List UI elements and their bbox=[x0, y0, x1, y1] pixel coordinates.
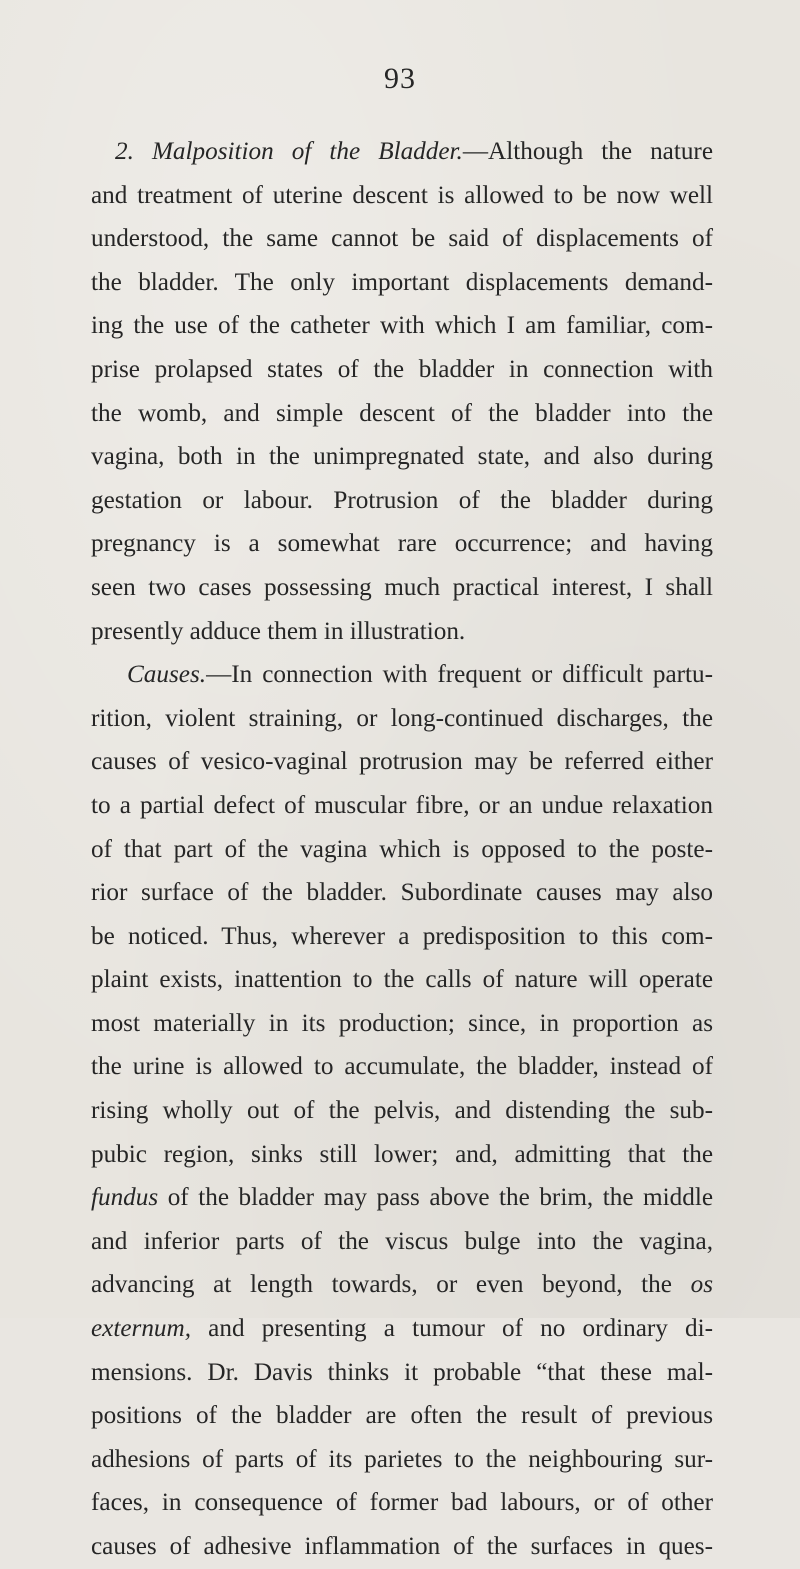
text-line: fundus of the bladder may pass above the brim, the middle bbox=[91, 1184, 713, 1212]
text-line: gestation or labour. Protrusion of the bladder during bbox=[91, 486, 713, 514]
italic-term: fundus bbox=[91, 1184, 159, 1212]
text-line: faces, in consequence of former bad labours, or of other bbox=[91, 1489, 713, 1517]
text-line: 2. Malposition of the Bladder.—Although the nature bbox=[115, 138, 714, 165]
text-line: and inferior parts of the viscus bulge into the vagina, bbox=[91, 1227, 713, 1255]
text-line: plaint exists, inattention to the calls of nature will operate bbox=[91, 966, 713, 994]
text-line: seen two cases possessing much practical interest, I shall bbox=[91, 573, 713, 601]
italic-term: os bbox=[690, 1271, 713, 1299]
text-line: the urine is allowed to accumulate, the bladder, instead of bbox=[91, 1053, 713, 1081]
text-line: to a partial defect of muscular fibre, or an undue relaxation bbox=[91, 791, 713, 819]
text-line: be noticed. Thus, wherever a predisposition to this com- bbox=[91, 922, 713, 950]
causes-heading: Causes. bbox=[127, 661, 207, 689]
text-line: presently adduce them in illustration. bbox=[91, 617, 466, 645]
text-line: rition, violent straining, or long-continued discharges, the bbox=[91, 704, 713, 732]
page-number: 93 bbox=[384, 62, 416, 95]
text-line: causes of adhesive inflammation of the surfaces in ques- bbox=[91, 1533, 713, 1560]
text-line: rising wholly out of the pelvis, and distending the sub- bbox=[91, 1097, 713, 1125]
text-line: ing the use of the catheter with which I am familiar, com- bbox=[91, 312, 713, 340]
text-line: adhesions of parts of its parietes to the neighbouring sur- bbox=[91, 1445, 713, 1473]
italic-term: externum, bbox=[91, 1315, 192, 1343]
text-line: rior surface of the bladder. Subordinate causes may also bbox=[91, 879, 713, 907]
text-line: the bladder. The only important displacements demand- bbox=[91, 268, 713, 296]
text-line: the womb, and simple descent of the bladder into the bbox=[91, 399, 713, 427]
section-heading: 2. Malposition of the Bladder. bbox=[115, 138, 463, 165]
text-line: causes of vesico-vaginal protrusion may be referred either bbox=[91, 748, 713, 776]
text-line: pubic region, sinks still lower; and, admitting that the bbox=[91, 1140, 713, 1168]
text-line: externum, and presenting a tumour of no ordinary di- bbox=[91, 1315, 713, 1343]
text-line: most materially in its production; since, in proportion as bbox=[91, 1009, 713, 1037]
text-line: advancing at length towards, or even beyond, the os bbox=[91, 1271, 713, 1299]
text-line: positions of the bladder are often the result of previous bbox=[91, 1402, 713, 1430]
text-line: Causes.—In connection with frequent or difficult partu- bbox=[127, 661, 713, 689]
text-line: of that part of the vagina which is opposed to the poste- bbox=[91, 835, 713, 863]
text-line: mensions. Dr. Davis thinks it probable “that these mal- bbox=[91, 1358, 713, 1386]
text-line: understood, the same cannot be said of displacements of bbox=[91, 225, 713, 253]
text-line: vagina, both in the unimpregnated state, and also during bbox=[91, 443, 713, 471]
text-line: prise prolapsed states of the bladder in connection with bbox=[91, 355, 713, 383]
text-line: and treatment of uterine descent is allowed to be now well bbox=[91, 181, 713, 209]
body-text bbox=[91, 130, 713, 1569]
text-line: pregnancy is a somewhat rare occurrence; and having bbox=[91, 530, 713, 558]
